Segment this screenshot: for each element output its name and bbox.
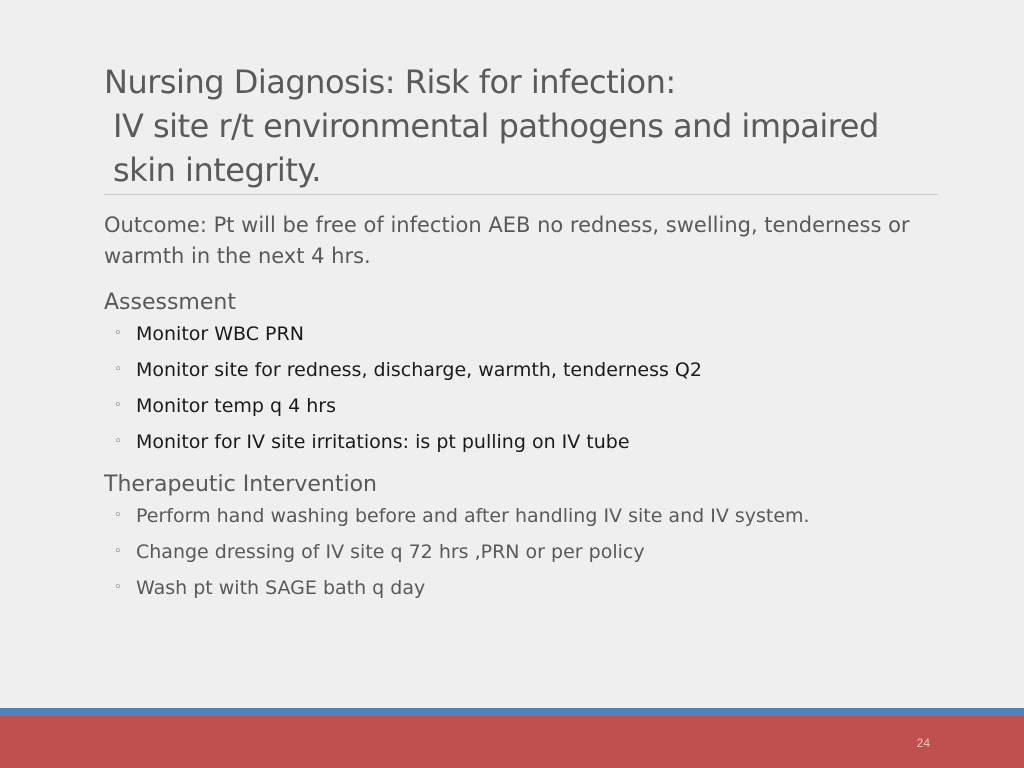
- assessment-item-text: Monitor temp q 4 hrs: [136, 395, 336, 417]
- bullet-icon: ◦: [114, 326, 122, 341]
- therapeutic-item-text: Perform hand washing before and after handling IV site and IV system.: [136, 505, 810, 527]
- therapeutic-item-text: Wash pt with SAGE bath q day: [136, 577, 426, 599]
- assessment-list: [104, 322, 944, 454]
- title-divider: [104, 194, 938, 195]
- title-line-1: Nursing Diagnosis: Risk for infection:: [104, 63, 676, 101]
- assessment-item-text: Monitor for IV site irritations: is pt pulling on IV tube: [136, 431, 630, 453]
- bullet-icon: ◦: [114, 398, 122, 413]
- list-item: [114, 504, 944, 528]
- footer-band: [0, 716, 1024, 768]
- assessment-item-text: Monitor site for redness, discharge, warmth, tenderness Q2: [136, 359, 702, 381]
- list-item: [114, 358, 944, 382]
- list-item: [114, 576, 944, 600]
- bullet-icon: ◦: [114, 580, 122, 595]
- list-item: [114, 394, 944, 418]
- bullet-icon: ◦: [114, 362, 122, 377]
- list-item: [114, 430, 944, 454]
- footer-accent-stripe: [0, 708, 1024, 716]
- therapeutic-list: [104, 504, 944, 600]
- outcome-text: Outcome: Pt will be free of infection AEB no redness, swelling, tenderness or warmth in the next 4 hrs.: [104, 213, 910, 268]
- slide-title: [104, 60, 934, 192]
- bullet-icon: ◦: [114, 508, 122, 523]
- therapeutic-heading: Therapeutic Intervention: [104, 472, 377, 497]
- assessment-item-text: Monitor WBC PRN: [136, 323, 304, 345]
- slide-body: [104, 208, 944, 612]
- list-item: [114, 322, 944, 346]
- title-line-2: IV site r/t environmental pathogens and impaired: [113, 107, 879, 145]
- assessment-heading: Assessment: [104, 290, 236, 315]
- bullet-icon: ◦: [114, 544, 122, 559]
- bullet-icon: ◦: [114, 434, 122, 449]
- therapeutic-item-text: Change dressing of IV site q 72 hrs ,PRN or per policy: [136, 541, 645, 563]
- page-number: 24: [916, 736, 930, 750]
- list-item: [114, 540, 944, 564]
- title-line-3: skin integrity.: [113, 151, 321, 189]
